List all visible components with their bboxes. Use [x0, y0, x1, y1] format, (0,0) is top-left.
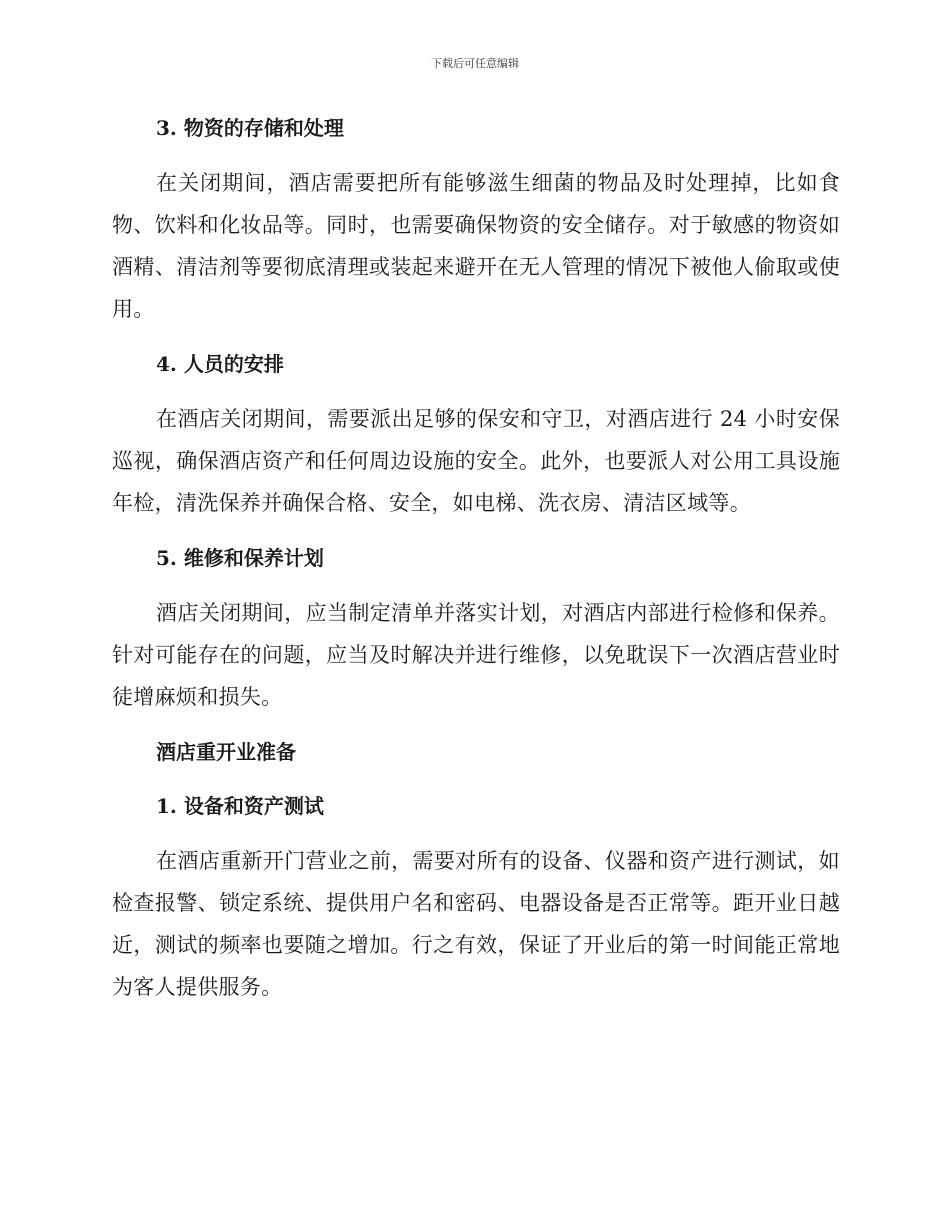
section-heading-staffing: 4. 人员的安排 [156, 352, 284, 376]
section-paragraph-maintenance: 酒店关闭期间，应当制定清单并落实计划，对酒店内部进行检修和保养。针对可能存在的问题，应当及时解决并进行维修，以免耽误下一次酒店营业时徒增麻烦和损失。 [112, 601, 840, 709]
document-body [112, 108, 840, 1008]
header-note: 下载后可任意编辑 [431, 57, 519, 70]
section-heading-equipment-testing: 1. 设备和资产测试 [156, 794, 324, 818]
section-paragraph-storage: 在关闭期间，酒店需要把所有能够滋生细菌的物品及时处理掉，比如食物、饮料和化妆品等。同时，也需要确保物资的安全储存。对于敏感的物资如酒精、清洁剂等要彻底清理或装起来避开在无人管理的情况下被他人偷取或使用。 [112, 171, 840, 321]
section-heading-reopening: 酒店重开业准备 [156, 740, 296, 764]
section-paragraph-staffing: 在酒店关闭期间，需要派出足够的保安和守卫，对酒店进行 24 小时安保巡视，确保酒店资产和任何周边设施的安全。此外，也要派人对公用工具设施年检，清洗保养并确保合格、安全，如电梯、洗衣房、清洁区域等。 [112, 407, 840, 515]
section-paragraph-equipment-testing: 在酒店重新开门营业之前，需要对所有的设备、仪器和资产进行测试，如检查报警、锁定系统、提供用户名和密码、电器设备是否正常等。距开业日越近，测试的频率也要随之增加。行之有效，保证了开业后的第一时间能正常地为客人提供服务。 [112, 849, 840, 999]
section-heading-maintenance: 5. 维修和保养计划 [156, 546, 324, 570]
section-heading-storage: 3. 物资的存储和处理 [156, 116, 344, 140]
